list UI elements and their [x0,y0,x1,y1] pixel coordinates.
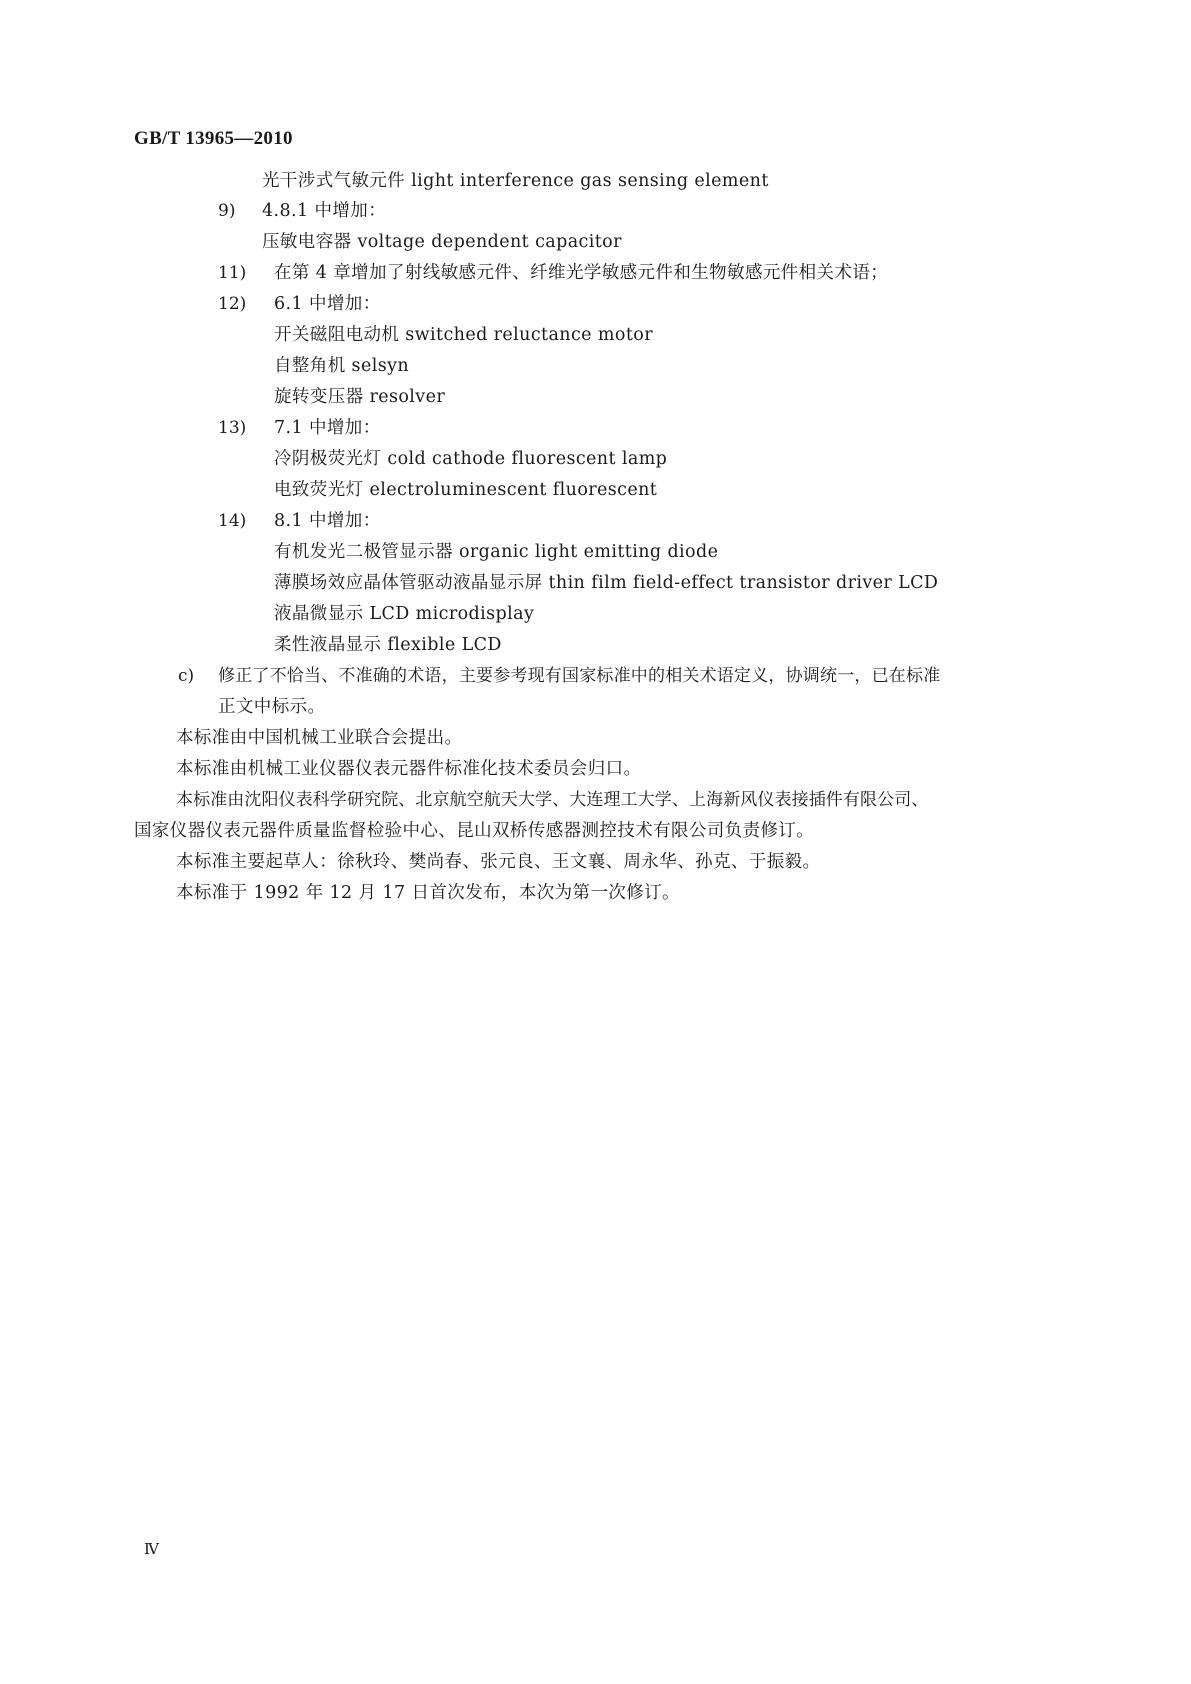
text-line: 液晶微显示 LCD microdisplay [274,604,535,624]
text-line: 正文中标示。 [218,697,326,717]
text-line: 4.8.1 中增加： [262,201,387,221]
text-line: 压敏电容器 voltage dependent capacitor [262,232,622,252]
text-line: 本标准于 1992 年 12 月 17 日首次发布，本次为第一次修订。 [176,883,680,903]
item-number: c) [178,666,195,686]
text-line: 修正了不恰当、不准确的术语，主要参考现有国家标准中的相关术语定义，协调统一，已在标准 [218,666,941,686]
document-id: GB/T 13965—2010 [134,128,293,149]
text-line: 有机发光二极管显示器 organic light emitting diode [274,542,719,562]
text-line: 自整角机 selsyn [274,356,410,376]
text-line: 电致荧光灯 electroluminescent fluorescent [274,480,658,500]
item-number: 12) [218,294,247,314]
text-line: 8.1 中增加： [274,511,381,531]
text-line: 薄膜场效应晶体管驱动液晶显示屏 thin film field-effect transistor driver LCD [274,573,939,593]
text-line: 光干涉式气敏元件 light interference gas sensing element [262,171,769,191]
text-line: 国家仪器仪表元器件质量监督检验中心、昆山双桥传感器测控技术有限公司负责修订。 [134,821,815,841]
text-line: 本标准由沈阳仪表科学研究院、北京航空航天大学、大连理工大学、上海新风仪表接插件有限公司、 [176,790,929,810]
text-line: 本标准由中国机械工业联合会提出。 [176,728,463,748]
text-line: 旋转变压器 resolver [274,387,446,407]
text-line: 在第 4 章增加了射线敏感元件、纤维光学敏感元件和生物敏感元件相关术语； [274,263,889,283]
text-line: 本标准由机械工业仪器仪表元器件标准化技术委员会归口。 [176,759,642,779]
item-number: 13) [218,418,247,438]
text-line: 本标准主要起草人：徐秋玲、樊尚春、张元良、王文襄、周永华、孙克、于振毅。 [176,852,821,872]
text-line: 柔性液晶显示 flexible LCD [274,635,502,655]
item-number: 11) [218,263,247,283]
text-line: 开关磁阻电动机 switched reluctance motor [274,325,653,345]
text-line: 冷阴极荧光灯 cold cathode fluorescent lamp [274,449,668,469]
text-line: 7.1 中增加： [274,418,381,438]
page-number: Ⅳ [144,1542,159,1558]
item-number: 14) [218,511,247,531]
item-number: 9) [218,201,236,221]
text-line: 6.1 中增加： [274,294,381,314]
